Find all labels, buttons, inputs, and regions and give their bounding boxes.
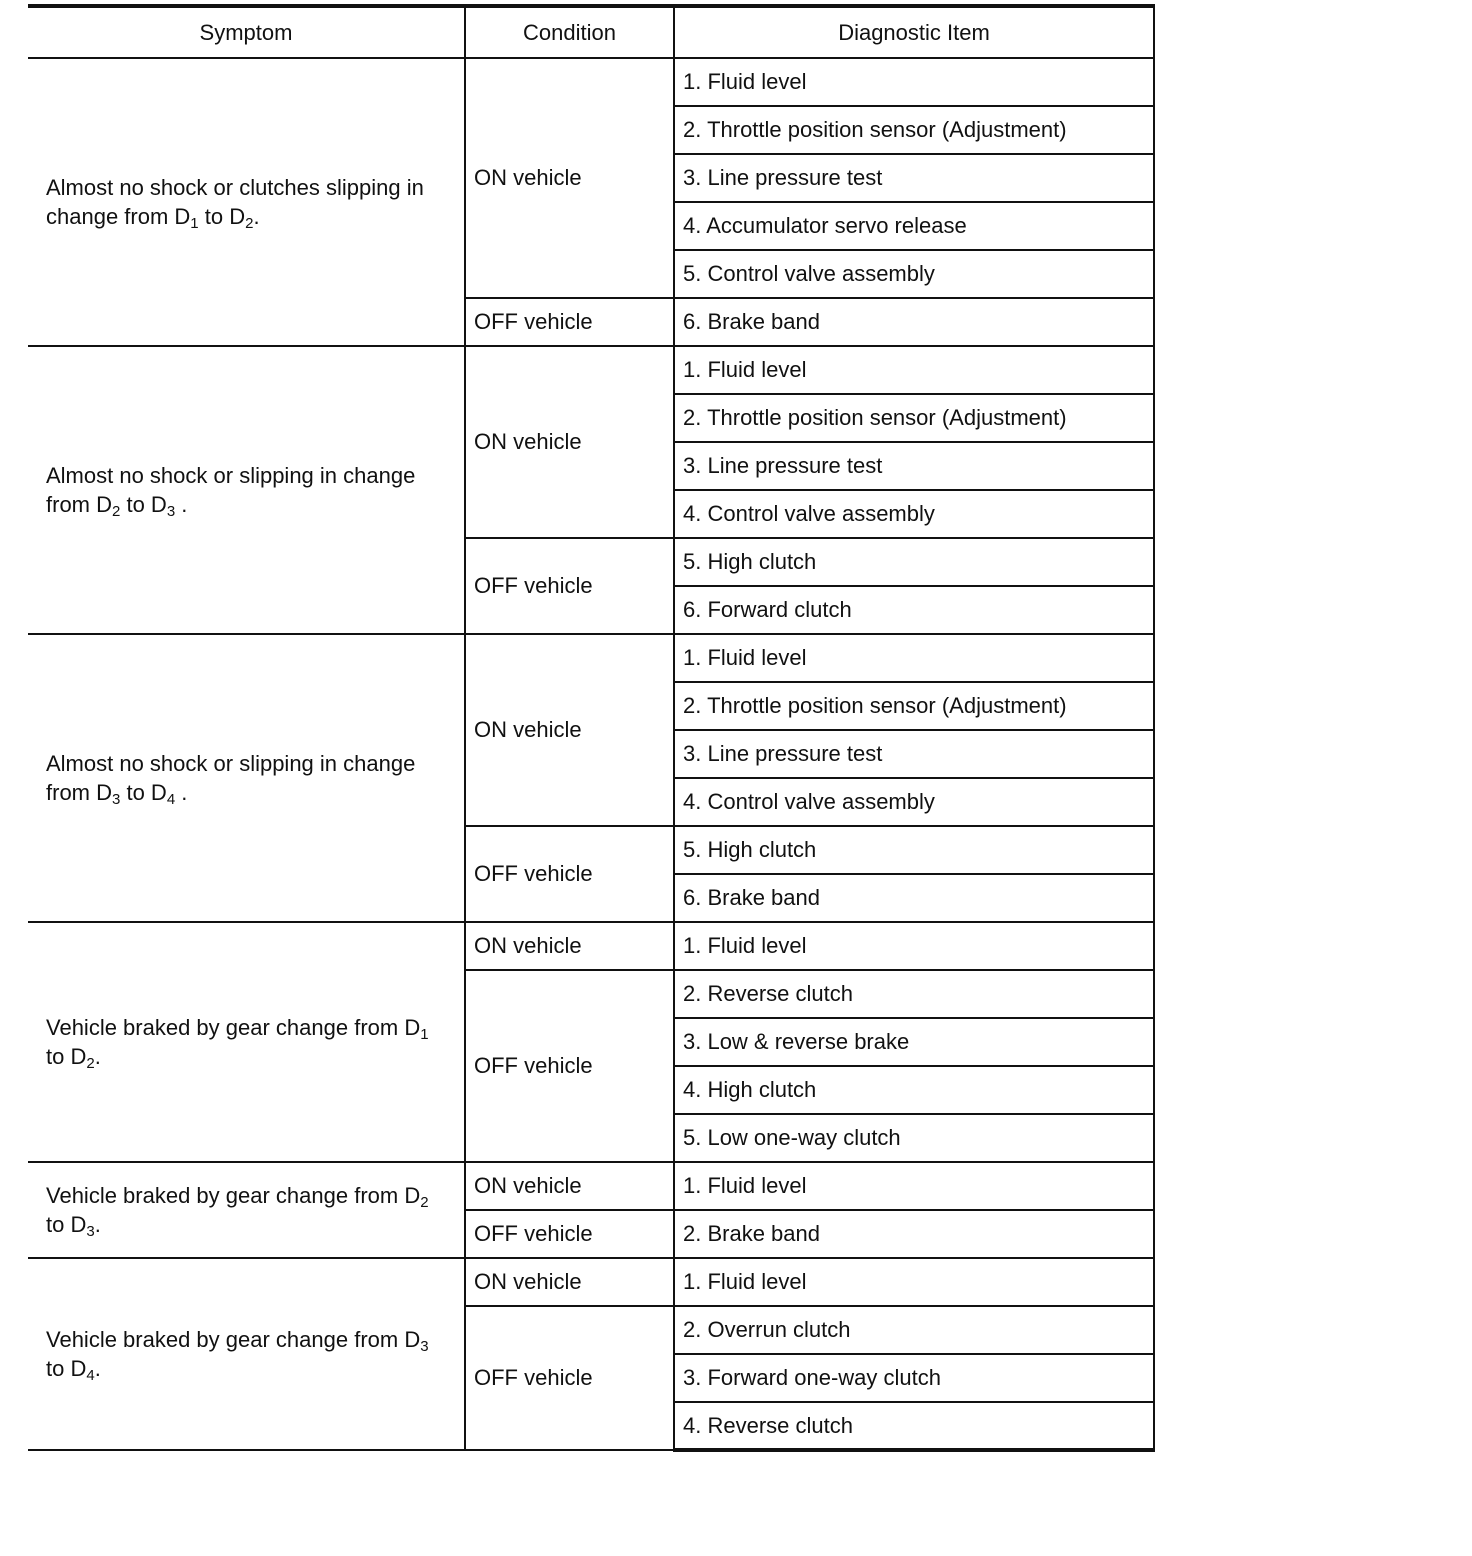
condition-cell: OFF vehicle [465, 298, 674, 346]
symptom-post: . [253, 204, 260, 229]
condition-cell: ON vehicle [465, 58, 674, 298]
symptom-mid: to D [46, 1212, 87, 1237]
condition-cell: ON vehicle [465, 634, 674, 826]
table-row [28, 58, 1154, 106]
condition-cell: ON vehicle [465, 1258, 674, 1306]
symptom-pre: Vehicle braked by gear change from D [46, 1183, 421, 1208]
diagnostic-item-column-header: Diagnostic Item [674, 6, 1154, 58]
symptom-sub1: 1 [190, 215, 199, 232]
symptom-cell [28, 58, 465, 346]
symptom-text [46, 749, 450, 807]
symptom-pre: Almost no shock or clutches slipping in change from D [46, 175, 424, 229]
diagnostic-item-cell: 3. Forward one-way clutch [674, 1354, 1154, 1402]
symptom-sub1: 3 [420, 1338, 429, 1355]
symptom-sub2: 3 [86, 1223, 95, 1240]
symptom-cell [28, 1162, 465, 1258]
symptom-sub2: 4 [166, 791, 176, 808]
symptom-sub1: 3 [112, 791, 121, 808]
diagnostic-item-cell: 1. Fluid level [674, 1258, 1154, 1306]
symptom-sub2: 2 [86, 1055, 95, 1072]
symptom-sub2: 3 [166, 503, 176, 520]
diagnostic-item-cell: 4. Control valve assembly [674, 778, 1154, 826]
diagnostic-item-cell: 4. Control valve assembly [674, 490, 1154, 538]
diagnostic-item-cell: 4. Accumulator servo release [674, 202, 1154, 250]
diagnostic-item-cell: 2. Throttle position sensor (Adjustment) [674, 682, 1154, 730]
diagnostic-item-cell: 2. Throttle position sensor (Adjustment) [674, 106, 1154, 154]
symptom-post: . [175, 492, 188, 517]
diagnostic-item-cell: 6. Forward clutch [674, 586, 1154, 634]
diagnostic-item-cell: 5. High clutch [674, 826, 1154, 874]
diagnostic-item-cell: 1. Fluid level [674, 634, 1154, 682]
diagnostic-item-cell: 5. High clutch [674, 538, 1154, 586]
symptom-text [46, 173, 450, 231]
symptom-text [46, 1325, 450, 1383]
symptom-sub1: 2 [112, 503, 121, 520]
symptom-mid: to D [198, 204, 246, 229]
diagnostic-item-cell: 2. Overrun clutch [674, 1306, 1154, 1354]
symptom-cell [28, 346, 465, 634]
diagnostic-item-cell: 2. Brake band [674, 1210, 1154, 1258]
diagnostic-item-cell: 5. Low one-way clutch [674, 1114, 1154, 1162]
diagnostic-item-cell: 4. Reverse clutch [674, 1402, 1154, 1450]
condition-cell: OFF vehicle [465, 538, 674, 634]
diagnostic-table [28, 4, 1155, 1452]
symptom-mid: to D [46, 1356, 87, 1381]
symptom-sub1: 2 [420, 1194, 429, 1211]
symptom-cell [28, 634, 465, 922]
symptom-mid: to D [46, 1044, 87, 1069]
symptom-pre: Almost no shock or slipping in change from D [46, 751, 416, 805]
diagnostic-item-cell: 2. Reverse clutch [674, 970, 1154, 1018]
symptom-pre: Almost no shock or slipping in change from D [46, 463, 416, 517]
diagnostic-item-cell: 1. Fluid level [674, 346, 1154, 394]
symptom-cell [28, 922, 465, 1162]
table-row [28, 634, 1154, 682]
table-row [28, 1258, 1154, 1306]
symptom-post: . [94, 1356, 101, 1381]
condition-cell: ON vehicle [465, 346, 674, 538]
symptom-sub2: 2 [245, 215, 254, 232]
condition-cell: OFF vehicle [465, 826, 674, 922]
symptom-pre: Vehicle braked by gear change from D [46, 1015, 421, 1040]
diagnostic-item-cell: 1. Fluid level [674, 1162, 1154, 1210]
symptom-mid: to D [120, 780, 167, 805]
symptom-column-header: Symptom [28, 6, 465, 58]
symptom-post: . [175, 780, 188, 805]
symptom-sub2: 4 [86, 1367, 95, 1384]
diagnostic-item-cell: 3. Line pressure test [674, 442, 1154, 490]
symptom-cell [28, 1258, 465, 1450]
symptom-text [46, 461, 450, 519]
condition-cell: ON vehicle [465, 922, 674, 970]
symptom-text [46, 1013, 450, 1071]
condition-cell: OFF vehicle [465, 1306, 674, 1450]
symptom-pre: Vehicle braked by gear change from D [46, 1327, 421, 1352]
table-row [28, 1162, 1154, 1210]
diagnostic-item-cell: 3. Line pressure test [674, 154, 1154, 202]
table-row [28, 346, 1154, 394]
table-row [28, 922, 1154, 970]
symptom-post: . [94, 1212, 101, 1237]
diagnostic-item-cell: 3. Line pressure test [674, 730, 1154, 778]
symptom-sub1: 1 [420, 1026, 429, 1043]
symptom-text [46, 1181, 450, 1239]
diagnostic-item-cell: 6. Brake band [674, 874, 1154, 922]
diagnostic-item-cell: 6. Brake band [674, 298, 1154, 346]
condition-column-header: Condition [465, 6, 674, 58]
diagnostic-item-cell: 5. Control valve assembly [674, 250, 1154, 298]
diagnostic-item-cell: 2. Throttle position sensor (Adjustment) [674, 394, 1154, 442]
table-header [28, 6, 1154, 58]
diagnostic-item-cell: 3. Low & reverse brake [674, 1018, 1154, 1066]
diagnostic-item-cell: 4. High clutch [674, 1066, 1154, 1114]
condition-cell: OFF vehicle [465, 970, 674, 1162]
symptom-mid: to D [120, 492, 167, 517]
symptom-post: . [94, 1044, 101, 1069]
diagnostic-item-cell: 1. Fluid level [674, 58, 1154, 106]
diagnostic-item-cell: 1. Fluid level [674, 922, 1154, 970]
header-row [28, 6, 1154, 58]
condition-cell: ON vehicle [465, 1162, 674, 1210]
table-body [28, 58, 1154, 1450]
condition-cell: OFF vehicle [465, 1210, 674, 1258]
